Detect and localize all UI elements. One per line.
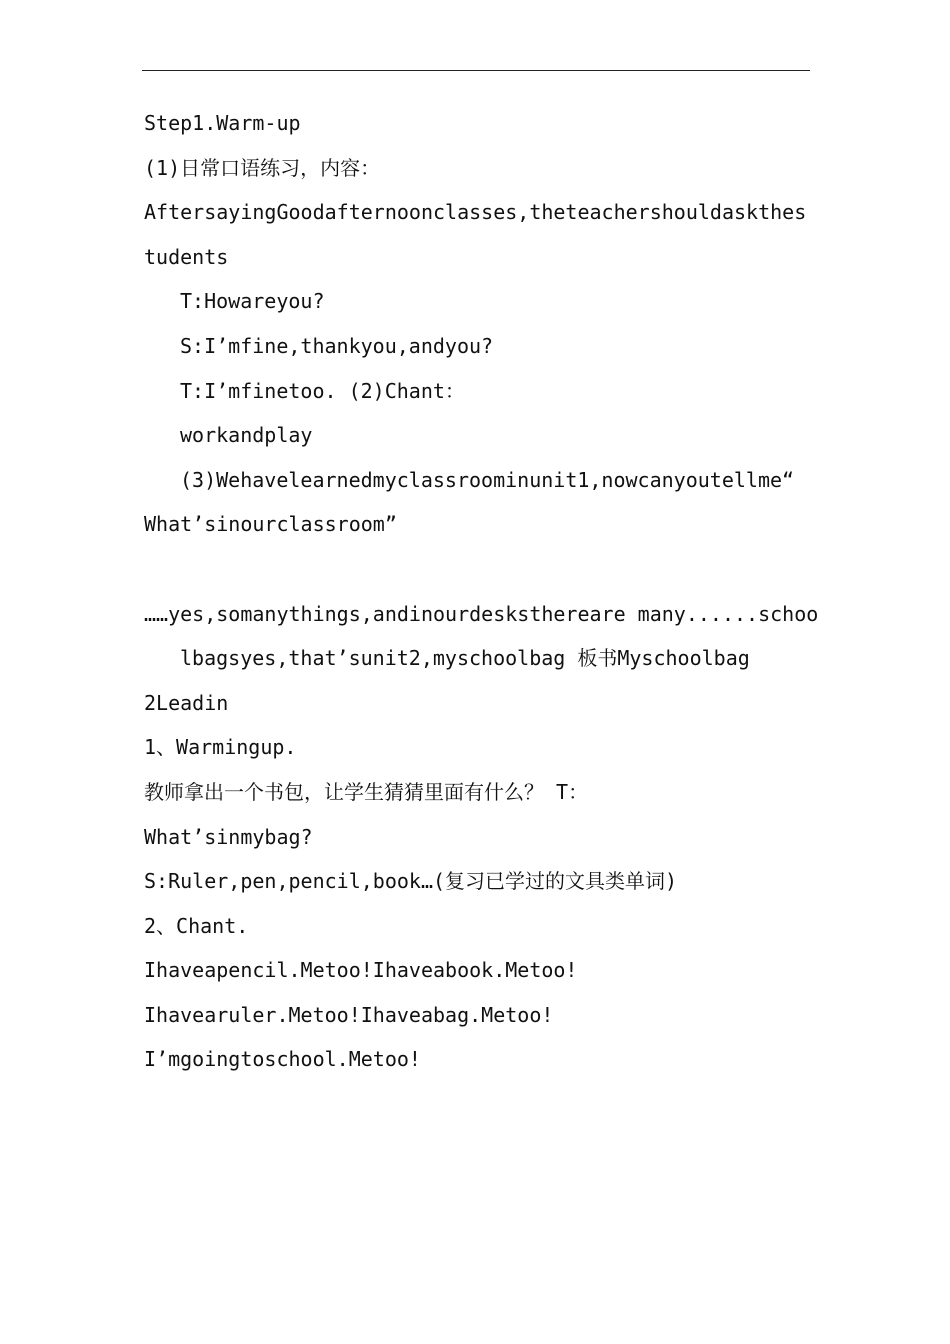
text-line: (3)Wehavelearnedmyclassroominunit1,nowcanyoutellme“	[180, 467, 795, 492]
text-line: (1)日常口语练习，内容：	[144, 155, 381, 180]
text-line: lbagsyes,that’sunit2,myschoolbag 板书Myschoolbag	[180, 646, 750, 671]
dialogue-line: S:I’mfine,thankyou,andyou?	[180, 333, 494, 358]
dialogue-line: T:Howareyou?	[180, 289, 325, 314]
text-line: workandplay	[180, 423, 313, 448]
text-line: ……yes,somanythings,andinourdesksthereare many......schoo	[144, 601, 819, 626]
text-line: 教师拿出一个书包，让学生猜猜里面有什么？ T：	[144, 779, 589, 804]
step-heading: Step1.Warm-up	[144, 111, 301, 135]
section-heading: 2Leadin	[144, 690, 229, 715]
header-rule	[142, 70, 810, 71]
text-line: 2、Chant.	[144, 913, 249, 938]
dialogue-line: T:I’mfinetoo. (2)Chant：	[180, 378, 465, 403]
blank-line	[144, 547, 806, 592]
text-line: AftersayingGoodafternoonclasses,theteachershouldaskthes	[144, 200, 807, 225]
text-line: tudents	[144, 244, 229, 269]
document-body	[144, 101, 819, 1082]
chant-line: I’mgoingtoschool.Metoo!	[144, 1047, 421, 1072]
chant-line: Ihaveapencil.Metoo!Ihaveabook.Metoo!	[144, 958, 578, 983]
text-line: 1、Warmingup.	[144, 735, 297, 760]
text-line: S:Ruler,pen,pencil,book…(复习已学过的文具类单词)	[144, 869, 678, 894]
chant-line: Ihavearuler.Metoo!Ihaveabag.Metoo!	[144, 1002, 554, 1027]
text-line: What’sinourclassroom”	[144, 512, 397, 537]
text-line: What’sinmybag?	[144, 824, 313, 849]
